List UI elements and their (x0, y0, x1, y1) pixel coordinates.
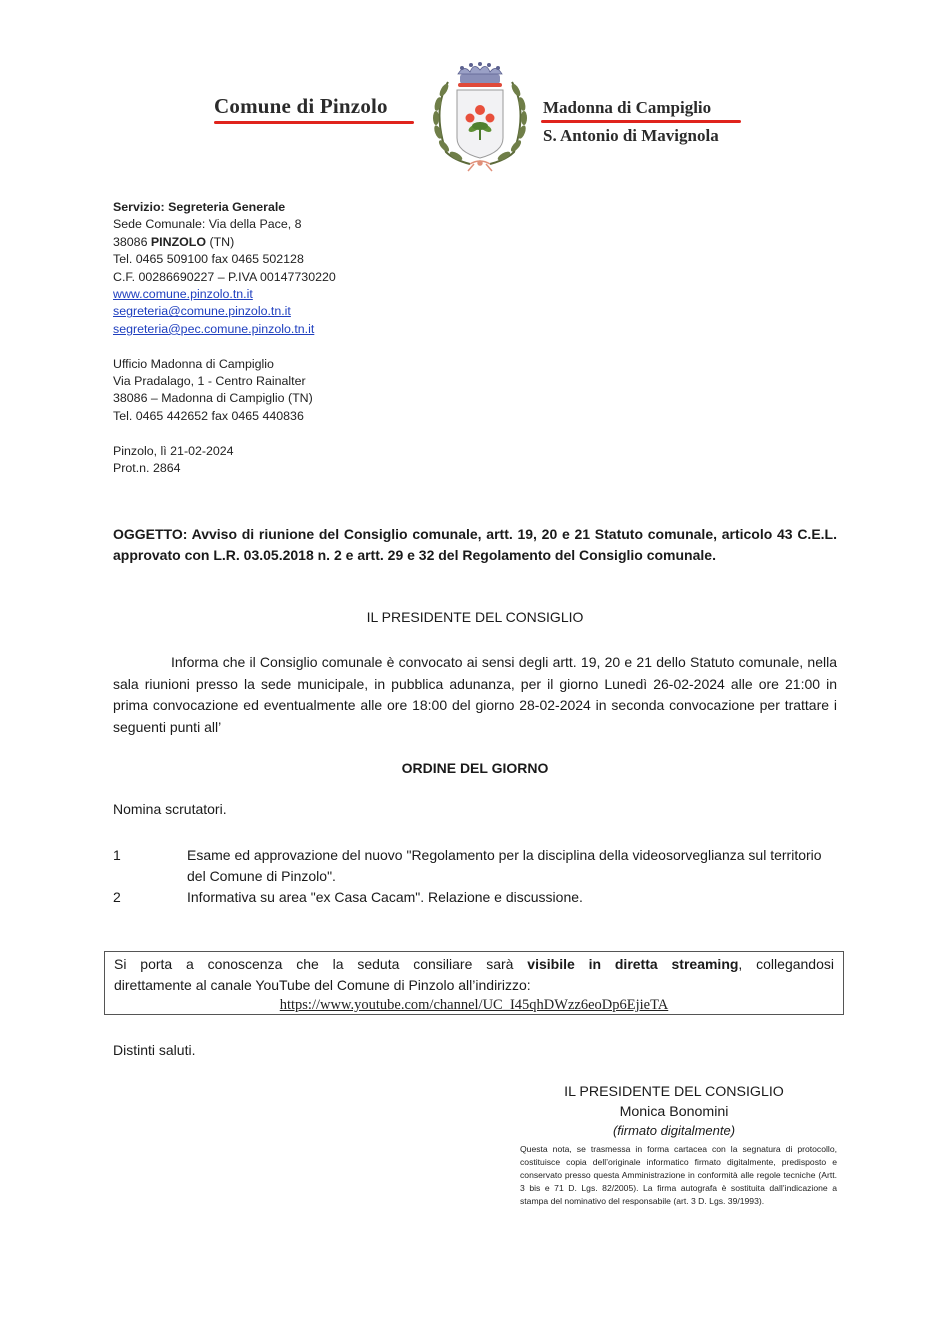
signature-role: IL PRESIDENTE DEL CONSIGLIO (564, 1084, 784, 1100)
agenda-item (113, 887, 837, 908)
agenda-list (113, 845, 837, 908)
letterhead-right (543, 98, 743, 146)
office-address: Via Pradalago, 1 - Centro Rainalter (113, 374, 306, 389)
agenda-item-text: Informativa su area "ex Casa Cacam". Relazione e discussione. (187, 889, 583, 905)
signature-note: (firmato digitalmente) (612, 1123, 736, 1138)
streaming-line-1: Si porta a conoscenza che la seduta consiliare sarà visibile in diretta streaming, collegandosi (114, 956, 834, 972)
service-label: Servizio: Segreteria Generale (113, 200, 286, 214)
office-name: Ufficio Madonna di Campiglio (113, 356, 274, 371)
subject: OGGETTO: Avviso di riunione del Consiglio comunale, artt. 19, 20 e 21 Statuto comunale, articolo 43 C.E.L. approvato con L.R. 03.05.2018 n. 2 e artt. 29 e 32 del Regolamento del Consiglio comunale. (113, 526, 837, 563)
ribbon-icon (468, 161, 492, 171)
closing: Distinti saluti. (113, 1042, 196, 1058)
digital-signature-disclaimer: Questa nota, se trasmessa in forma cartacea con la segnatura di protocollo, costituisce copia dell’originale informatico firmato digitalmente, predisposto e conservato presso questa Amministrazione in conformità alle regole tecniche (Artt. 3 bis e 71 D. Lgs. 82/2005). La firma autografa è sostituita dall’indicazione a stampa del nominativo del responsabile (art. 3 D. Lgs. 39/1993). (520, 1144, 837, 1207)
streaming-line-2: direttamente al canale YouTube del Comune di Pinzolo all’indirizzo: (114, 977, 531, 993)
streaming-notice (104, 951, 844, 1015)
agenda-title: ORDINE DEL GIORNO (401, 760, 549, 776)
office-phone-fax: Tel. 0465 442652 fax 0465 440836 (113, 408, 304, 423)
crown-icon (458, 62, 502, 87)
place-date: Pinzolo, lì 21-02-2024 (113, 443, 234, 458)
email-link[interactable]: segreteria@comune.pinzolo.tn.it (113, 304, 291, 319)
letterhead-left (214, 94, 411, 124)
agenda-item-number: 1 (113, 847, 121, 863)
website-link[interactable]: www.comune.pinzolo.tn.it (113, 287, 253, 302)
protocol-number: Prot.n. 2864 (113, 461, 181, 476)
president-heading: IL PRESIDENTE DEL CONSIGLIO (366, 609, 584, 625)
sender-block (113, 199, 336, 477)
agenda-item-number: 2 (113, 889, 121, 905)
tax-ids: C.F. 00286690227 – P.IVA 00147730220 (113, 269, 336, 284)
red-divider (541, 120, 741, 123)
red-divider (214, 121, 414, 124)
agenda-item (113, 845, 837, 887)
intro-paragraph: Informa che il Consiglio comunale è convocato ai sensi degli artt. 19, 20 e 21 dello Statuto comunale, nella sala riunioni presso la sede municipale, in pubblica adunanza, per il giorno Lunedì 26-02-2024 alle ore 21:00 in prima convocazione ed eventualmente alle ore 18:00 del giorno 28-02-2024 in seconda convocazione per trattare i seguenti punti all’ (113, 654, 837, 735)
phone-fax: Tel. 0465 509100 fax 0465 502128 (113, 252, 304, 267)
fraction-mavignola: S. Antonio di Mavignola (543, 126, 719, 145)
coat-of-arms-icon (424, 60, 536, 172)
office-city: 38086 – Madonna di Campiglio (TN) (113, 391, 313, 406)
youtube-channel-link[interactable]: https://www.youtube.com/channel/UC_I45qhDWzz6eoDp6EjieTA (279, 997, 669, 1013)
signature-block (510, 1083, 838, 1140)
fraction-madonna: Madonna di Campiglio (543, 98, 712, 117)
city-line: 38086 PINZOLO (TN) (113, 234, 235, 249)
agenda-preliminary: Nomina scrutatori. (113, 801, 227, 817)
signature-name: Monica Bonomini (619, 1104, 729, 1120)
address-line: Sede Comunale: Via della Pace, 8 (113, 217, 302, 232)
pec-link[interactable]: segreteria@pec.comune.pinzolo.tn.it (113, 321, 315, 336)
agenda-item-text: Esame ed approvazione del nuovo "Regolamento per la disciplina della videosorveglianza sul territorio del Comune di Pinzolo". (187, 847, 822, 884)
municipality-name: Comune di Pinzolo (214, 94, 388, 118)
